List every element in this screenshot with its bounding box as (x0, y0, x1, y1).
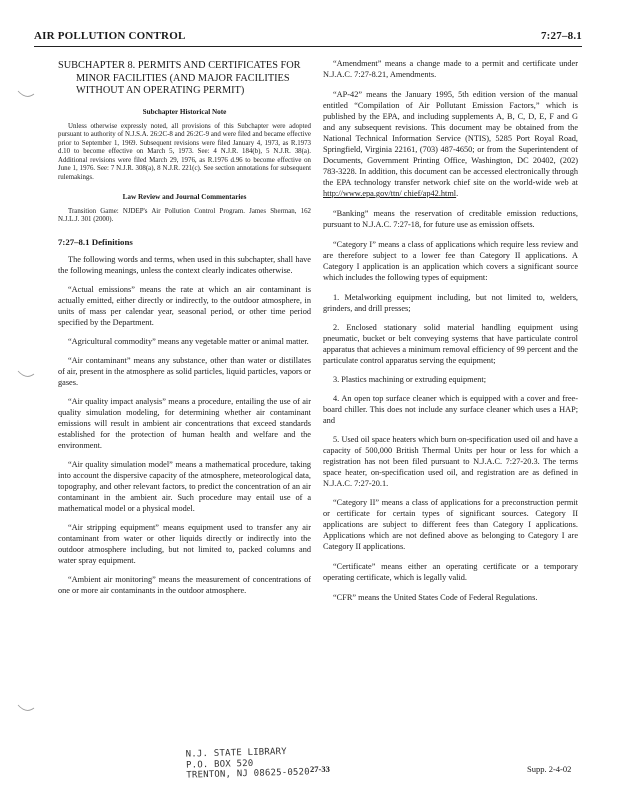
law-review-title: Law Review and Journal Commentaries (122, 192, 247, 201)
paragraph: “AP-42” means the January 1995, 5th edition version of the manual entitled “Compilation of Air Pollutant Emission Factors,” which is published by the EPA, and including supplements A, B, C, D, E, F and G and any subsequent revisions. This document may be obtained from the National Technical Information Service (NTIS), 5285 Port Royal Road, Springfield, Virginia 22161, (703) 487-4650; or from the Superintendent of Documents, Government Printing Office, Washington, DC 20402, (202) 783-3228. In addition, this document can be accessed electronically through the EPA technology transfer network chief site on the world-wide web at http://www.epa.gov/ttn/ chief/ap42.html. (323, 90, 578, 198)
paragraph: “Category I” means a class of applications which require less review and are therefore subject to a lower fee than Category II applications. A Category I application is an application which covers a significant source which includes the following types of equipment: (323, 240, 578, 282)
header-section-number: 7:27–8.1 (540, 30, 582, 42)
margin-mark (16, 702, 36, 716)
paragraph: “CFR” means the United States Code of Federal Regulations. (333, 593, 538, 602)
list-item: 5. Used oil space heaters which burn on-specification used oil and have a capacity of 500,000 British Thermal Units per hour or less for which a registration has not been filed pursuant to N.J.A.C. 7:27-20.3. The terms space heater, on-specification used oil, and registration are as defined in N.J.A.C. 7:27-20.1. (323, 435, 578, 488)
paragraph: “Ambient air monitoring” means the measurement of concentrations of one or more air contaminants in the outdoor atmosphere. (58, 574, 311, 595)
law-review-text: Transition Game: NJDEP's Air Pollution Control Program. James Sherman, 162 N.J.L.J. 301 (2000). (58, 207, 311, 224)
supplement-date: Supp. 2-4-02 (527, 764, 572, 774)
paragraph: “Air quality impact analysis” means a procedure, entailing the use of air quality simulation modeling, for determining whether air contaminant emissions will result in ambient air concentrations that exceed standards established for the protection of human health and welfare and the environment. (58, 396, 311, 450)
list-item: 2. Enclosed stationary solid material handling equipment using pneumatic, bucket or belt conveying systems that have particulate control apparatus that achieves a minimum removal efficiency of 99 percent and the particulate control apparatus serving the equipment; (323, 323, 578, 365)
header-title: AIR POLLUTION CONTROL (34, 30, 186, 42)
right-column (323, 58, 578, 612)
list-item: 4. An open top surface cleaner which is equipped with a cover and free-board chiller. This does not include any surface cleaner which uses a HAP; and (323, 394, 578, 425)
paragraph: The following words and terms, when used in this subchapter, shall have the following meanings, unless the context clearly indicates otherwise. (58, 254, 311, 275)
historical-note: Unless otherwise expressly noted, all provisions of this Subchapter were adopted pursuant to authority of N.J.S.A. 26:2C-8 and 26:2C-9 and were filed and became effective prior to September 1, 1969. Subsequent revisions were filed January 4, 1973, as R.1973 d.10 to become effective on March 5, 1973. See: 4 N.J.R. 184(b), 5 N.J.R. 38(a). Additional revisions were filed March 29, 1976, as R.1976 d.96 to become effective on June 1, 1976. See: 7 N.J.R. 308(a), 8 N.J.R. 221(c). See section annotations for subsequent rulemakings. (58, 122, 311, 182)
paragraph: “Amendment” means a change made to a permit and certificate under N.J.A.C. 7:27-8.21, Amendments. (323, 59, 578, 79)
page-number: 27-33 (310, 764, 330, 774)
left-column (58, 58, 311, 604)
list-item: 1. Metalworking equipment including, but not limited to, welders, grinders, and drill presses; (323, 293, 578, 313)
paragraph: “Certificate” means either an operating certificate or a temporary operating certificate, which is legally valid. (323, 562, 578, 582)
margin-mark (16, 368, 36, 382)
paragraph: “Actual emissions” means the rate at which an air contaminant is actually emitted, either directly or indirectly, to the outdoor atmosphere, in units of mass per calendar year, seasonal period, or other time period specified by the Department. (58, 284, 311, 327)
list-item: 3. Plastics machining or extruding equipment; (333, 375, 487, 384)
paragraph: “Air stripping equipment” means equipment used to transfer any air contaminant from water or other liquids directly or indirectly into the outdoor atmosphere including, but not limited to, packed columns and water spray equipment. (58, 522, 311, 565)
paragraph: “Air contaminant” means any substance, other than water or distillates of air, present in the atmosphere as solid particles, liquid particles, vapors or gases. (58, 355, 311, 387)
paragraph: “Agricultural commodity” means any vegetable matter or animal matter. (68, 336, 309, 346)
epa-web-link[interactable]: http://www.epa.gov/ttn/ chief/ap42.html (323, 189, 457, 198)
historical-note-title: Subchapter Historical Note (142, 107, 227, 116)
running-header (34, 30, 582, 47)
paragraph: “Air quality simulation model” means a mathematical procedure, taking into account the dispersive capacity of the atmosphere, meteorological data, topography, and other relevant factors, to predict the concentration of an air contaminant in the ambient air. Such procedure may entail use of a mathematical model or a physical model. (58, 459, 311, 513)
subchapter-title: SUBCHAPTER 8. PERMITS AND CERTIFICATES FOR MINOR FACILITIES (AND MAJOR FACILITIES WITHOUT AN OPERATING PERMIT) (58, 60, 301, 96)
margin-mark (16, 88, 36, 102)
library-stamp: N.J. STATE LIBRARY P.O. BOX 520 TRENTON, NJ 08625-0520 (185, 746, 310, 781)
section-heading: 7:27–8.1 Definitions (58, 236, 133, 247)
paragraph: “Banking” means the reservation of creditable emission reductions, pursuant to N.J.A.C. 7:27-18, for future use as emission offsets. (323, 209, 578, 229)
paragraph: “Category II” means a class of applications for a preconstruction permit or certificate for certain types of significant sources. Category II applications are subject to different fees than Category I applications. Applications which are not defined above as belonging to Category I are Category II applications. (323, 498, 578, 551)
